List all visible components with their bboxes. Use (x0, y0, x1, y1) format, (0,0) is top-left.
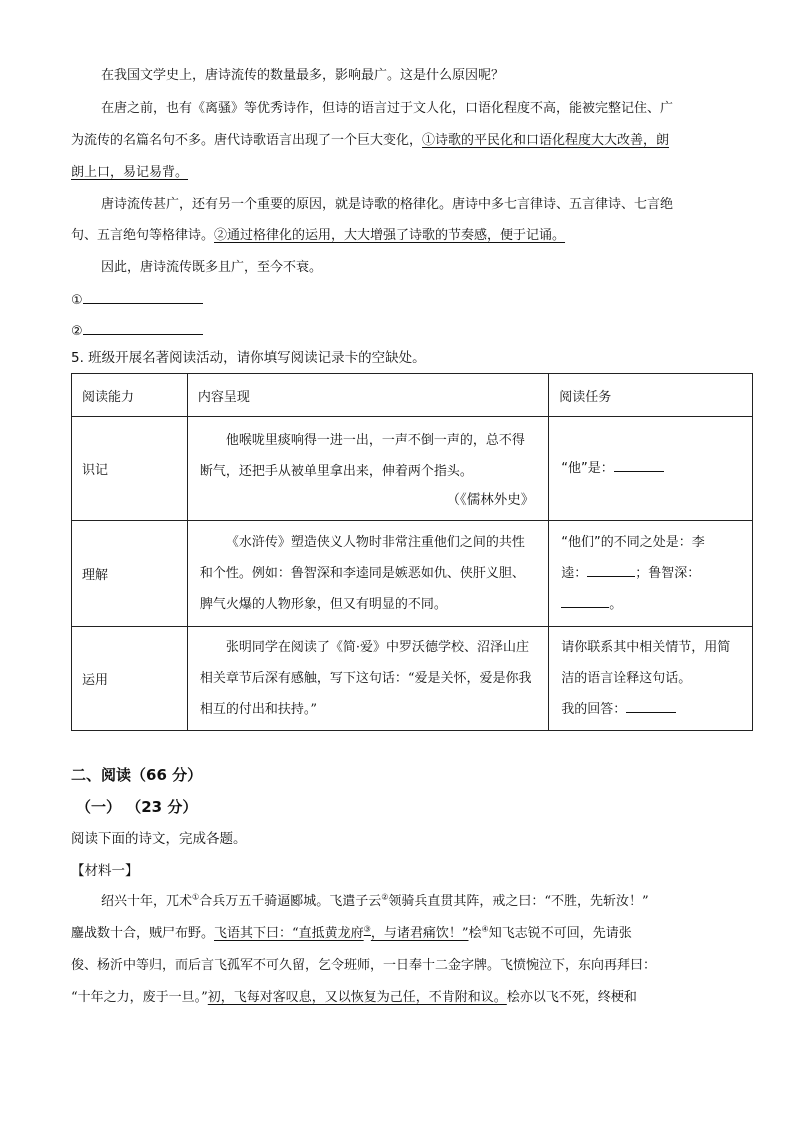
header-task: 阅读任务 (549, 374, 753, 417)
row-ability-recall: 识记 (72, 417, 188, 521)
note-3: ③ (363, 924, 371, 934)
material-text: 桧亦以飞不死，终梗和 (506, 990, 637, 1005)
task-label-answer: 我的回答： (561, 702, 627, 717)
answer-blank-likui[interactable] (587, 562, 635, 577)
row-ability-understand: 理解 (72, 521, 188, 627)
intro-line-3-text: 为流传的名篇名句不多。唐代诗歌语言出现了一个巨大变化， (71, 133, 423, 148)
task-line-3 (561, 589, 742, 620)
material-text: 桧 (468, 926, 482, 941)
material-text: 领骑兵直贯其阵，戒之曰：“不胜，先斩汝！” (388, 894, 649, 909)
row-task-understand (549, 521, 753, 627)
task-label-luzhishen: ；鲁智深： (635, 566, 701, 581)
header-ability: 阅读能力 (72, 374, 188, 417)
answer-label-1: ① (71, 293, 83, 308)
answer-blank-apply[interactable] (626, 698, 676, 713)
material-line-1 (101, 893, 649, 911)
note-2: ② (381, 892, 389, 902)
intro-line-2: 在唐之前，也有《离骚》等优秀诗作，但诗的语言过于文人化，口语化程度不高，能被完整记住、广 (101, 101, 674, 116)
underlined-sentence-2: ②通过格律化的运用，大大增强了诗歌的节奏感，便于记诵。 (214, 228, 566, 243)
table-row (72, 417, 753, 521)
task-line-3 (561, 694, 742, 725)
subsection-title: （一） （23 分） (76, 798, 198, 816)
answer-line-1 (71, 289, 203, 310)
table-header-row (72, 374, 753, 417)
row-content-recall (187, 417, 548, 521)
answer-label-2: ② (71, 324, 83, 339)
underlined-quote-end: ，与诸君痛饮！” (370, 926, 469, 941)
underlined-sentence-1: ①诗歌的平民化和口语化程度大大改善，朗 (422, 133, 670, 148)
intro-line-4 (71, 164, 188, 182)
intro-line-6-text: 句、五言绝句等格律诗。 (71, 228, 215, 243)
task-line-1: “他们”的不同之处是：李 (561, 535, 705, 550)
content-text: 《水浒传》塑造侠义人物时非常注重他们之间的共性和个性。例如：鲁智深和李逵同是嫉恶如仇、侠肝义胆、脾气火爆的人物形象，但又有明显的不同。 (199, 535, 525, 612)
source-label: （《儒林外史》 (446, 491, 535, 508)
task-line-1: 请你联系其中相关情节，用简 (561, 640, 731, 655)
task-line-2 (561, 558, 742, 589)
task-label-likui: 逵： (561, 566, 588, 581)
material-text: 鏖战数十合，贼尸布野。 (71, 926, 215, 941)
material-text: 合兵万五千骑逼郾城。飞遣子云 (199, 894, 382, 909)
material-line-3: 俊、杨沂中等归，而后言飞孤军不可久留，乞令班师，一日奉十二金字牌。飞愤惋泣下，东向再拜曰： (71, 958, 657, 973)
answer-blank-1[interactable] (83, 289, 203, 304)
answer-line-2 (71, 320, 203, 341)
answer-blank-2[interactable] (83, 320, 203, 335)
intro-line-5: 唐诗流传甚广，还有另一个重要的原因，就是诗歌的格律化。唐诗中多七言律诗、五言律诗、七言绝 (101, 197, 674, 212)
material-text: “十年之力，废于一旦。” (71, 990, 208, 1005)
row-task-apply (549, 627, 753, 731)
table-row (72, 627, 753, 731)
row-content-understand (187, 521, 548, 627)
material-label: 【材料一】 (71, 863, 139, 879)
task-text: “他”是： (561, 461, 614, 476)
material-text: 绍兴十年，兀术 (101, 894, 193, 909)
question-5-prompt: 5. 班级开展名著阅读活动，请你填写阅读记录卡的空缺处。 (71, 350, 426, 366)
material-text: 知飞志锐不可回，先请张 (488, 926, 632, 941)
underlined-sentence-1-cont: 朗上口，易记易背。 (71, 165, 189, 180)
table-row (72, 521, 753, 627)
underlined-quote: 飞语其下曰：“直抵黄龙府 (214, 926, 364, 941)
row-task-recall (549, 417, 753, 521)
answer-blank-luzhishen[interactable] (561, 593, 609, 608)
intro-line-7: 因此，唐诗流传既多且广，至今不衰。 (101, 260, 323, 275)
material-line-2 (71, 925, 632, 943)
reading-instruction: 阅读下面的诗文，完成各题。 (71, 831, 247, 847)
header-content: 内容呈现 (187, 374, 548, 417)
reading-record-card (71, 373, 753, 731)
note-1: ① (192, 892, 200, 902)
note-4: ④ (481, 924, 489, 934)
task-end: 。 (609, 597, 623, 612)
task-line-2: 洁的语言诠释这句话。 (561, 671, 692, 686)
material-line-4 (71, 989, 637, 1007)
row-ability-apply: 运用 (72, 627, 188, 731)
intro-line-3 (71, 132, 669, 150)
underlined-sentence-3: 初，飞每对客叹息，又以恢复为己任，不肯附和议。 (207, 990, 507, 1005)
intro-line-6 (71, 227, 565, 245)
intro-line-1: 在我国文学史上，唐诗流传的数量最多，影响最广。这是什么原因呢？ (101, 68, 505, 83)
content-text: 张明同学在阅读了《简·爱》中罗沃德学校、沼泽山庄相关章节后深有感触，写下这句话：“爱是关怀，爱是你我相互的付出和扶持。” (199, 640, 532, 717)
section-title: 二、阅读（66 分） (71, 766, 203, 784)
content-text: 他喉咙里痰响得一进一出，一声不倒一声的，总不得断气，还把手从被单里拿出来，伸着两个指头。 (199, 432, 525, 479)
answer-blank-he[interactable] (614, 457, 664, 472)
row-content-apply (187, 627, 548, 731)
